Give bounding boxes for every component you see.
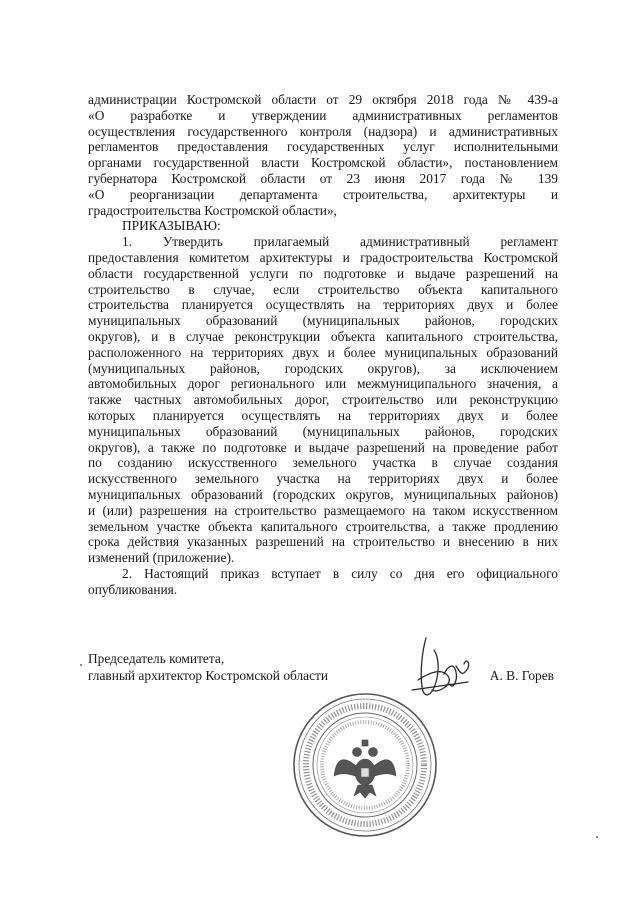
body-line: 1. Утвердить прилагаемый административный регламент — [122, 234, 558, 250]
body-line: муниципальных образований (городских округов, муниципальных районов) — [88, 486, 558, 502]
body-line: земельном участке объекта капитального строительства, а также продлению — [88, 518, 558, 534]
body-line: также частных автомобильных дорог, строительство или реконструкцию — [88, 392, 558, 408]
body-line: строительство в случае, если строительство объекта капитального — [88, 281, 558, 297]
body-line: предоставления комитетом архитектуры и градостроительства Костромской — [88, 249, 558, 265]
body-line: искусственного земельного участка на территориях двух и более — [88, 471, 558, 487]
body-line: органами государственной власти Костромской области», постановлением — [88, 155, 558, 171]
body-line: которых планируется осуществлять на территориях двух и более — [88, 407, 558, 423]
body-line: расположенного на территориях двух и более муниципальных образований — [88, 344, 558, 360]
body-line: муниципальных образований (муниципальных районов, городских — [88, 423, 558, 439]
body-line: строительства планируется осуществлять на территориях двух и более — [88, 297, 558, 313]
body-line: и (или) разрешения на строительство размещаемого на таком искусственном — [88, 502, 558, 518]
order-heading: ПРИКАЗЫВАЮ: — [122, 218, 221, 234]
body-line: по созданию искусственного земельного участка в случае создания — [88, 455, 558, 471]
body-line: муниципальных образований (муниципальных районов, городских — [88, 313, 558, 329]
body-line: губернатора Костромской области от 23 июня 2017 года № 139 — [88, 170, 558, 186]
body-line: регламентов предоставления государственных услуг исполнительными — [88, 139, 558, 155]
scan-speck — [80, 664, 82, 666]
body-line: изменений (приложение). — [88, 550, 235, 566]
body-line: области государственной услуги по подготовке и выдаче разрешений на — [88, 265, 558, 281]
body-line: 2. Настоящий приказ вступает в силу со дня его официального — [122, 565, 558, 581]
body-line: опубликования. — [88, 581, 178, 597]
signer-position: Председатель комитета, — [88, 651, 225, 666]
body-line: автомобильных дорог регионального или межмуниципального значения, а — [88, 376, 558, 392]
document-body — [88, 92, 558, 598]
scan-speck — [596, 836, 598, 838]
body-line: осуществления государственного контроля (надзора) и административных — [88, 123, 558, 139]
signer-position: главный архитектор Костромской области — [88, 668, 329, 683]
body-line: округов), а также по подготовке и выдаче разрешений на проведение работ — [88, 439, 558, 455]
handwritten-signature-icon — [408, 632, 488, 712]
official-seal-icon — [290, 690, 440, 840]
body-line: срока действия указанных разрешений на строительство и внесению в них — [88, 534, 558, 550]
body-line: администрации Костромской области от 29 октября 2018 года № 439-а — [88, 92, 558, 107]
signer-name: А. В. Горев — [489, 668, 554, 683]
body-line: градостроительства Костромской области», — [88, 202, 337, 218]
body-line: «О разработке и утверждении административных регламентов — [88, 107, 558, 123]
body-line: округов), и в случае реконструкции объекта капитального строительства, — [88, 328, 558, 344]
body-line: «О реорганизации департамента строительства, архитектуры и — [88, 186, 558, 202]
body-line: (муниципальных районов, городских округов), за исключением — [88, 360, 558, 376]
